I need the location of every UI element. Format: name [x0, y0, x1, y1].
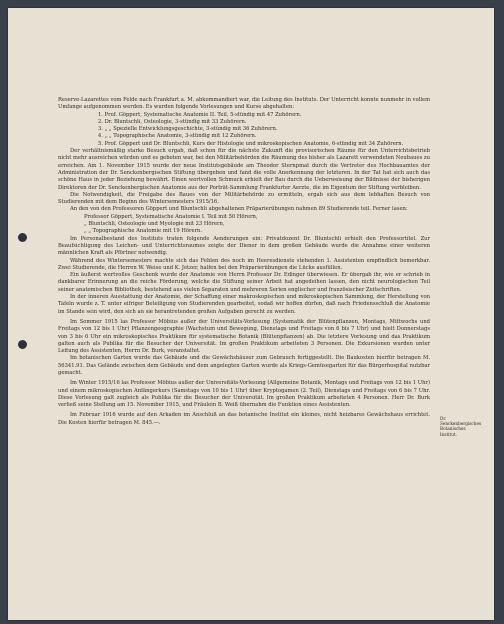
paragraph: Im botanischen Garten wurde das Gebäude und die Gewächshäuser zum Gebrauch fertiggestellt. Die Baukosten hierfür betragen M. 56341.91. Das Gelände zwischen dem Gebäude und dem angelegten Garten wurde als Kriegs-Gemüsegarten für das Bürgerhospital nutzbar gemacht.: [58, 355, 430, 376]
margin-note: Dr. Senckenbergisches Botanisches Institut.: [440, 416, 482, 437]
paragraph: Während des Wintersemesters machte sich das Fehlen des noch im Heeresdienste stehenden 1. Assistenten empfindlich bemerkbar. Zwei Studierende, die Herren W. Weise und K. Jetzer, halfen bei den Präparierübungen die Lücke ausfüllen.: [58, 257, 430, 271]
document-page: [8, 8, 494, 620]
list-item: 5. Prof. Göppert und Dr. Bluntschli, Kurs der Histologie und mikroskopischen Anatomie, 6-stündig mit 34 Zuhörern.: [98, 140, 404, 147]
paragraph: In der inneren Ausstattung der Anatomie, der Schaffung einer makroskopischen und mikroskopischen Sammlung, der Herstellung von Tafeln wurde z. T. unter eifriger Beteiligung von Studierenden gearbeitet, sodaß wir hoffen dürfen, daß nach Friedensschluß die Anatomie im Stande sein wird, den sich an sie herantretenden großen Aufgaben gerecht zu werden.: [58, 294, 430, 315]
list-item: 4. „ „ Topographische Anatomie, 3-stündig mit 12 Zuhörern.: [98, 133, 257, 140]
paragraph: Im Sommer 1915 las Professor Möbius außer der Universitäts-Vorlesung (Systematik der Blütenpflanzen, Montags, Mittwochs und Freitags von 12 bis 1 Uhr) Pflanzengeographie (Wachstum und Bewegung, Dienstags und Freitags von 6 bis 7 Uhr) und hielt Donnerstags von 3 bis 6 Uhr ein mikroskopisches Praktikum für systematische Botanik (Blütenpflanzen) ab. Die letztere Vorlesung und das Praktikum galten auch als Publika für die Besucher der Universität. Im großen Praktikum arbeiteten 3 Personen. Die Exkursionen wurden unter Leitung des Assistenten, Herrn Dr. Burk, veranstaltet.: [58, 318, 430, 355]
list-item: „ „ Topographische Anatomie mit 19 Hörern.: [84, 228, 203, 235]
body-text: [58, 97, 430, 427]
paragraph: An den von den Professoren Göppert und Bluntschli abgehaltenen Präparierübungen nahmen 89 Studierende teil. Ferner lasen:: [70, 206, 408, 213]
course-list: [58, 112, 430, 148]
list-item: 3. „ „ Spezielle Entwicklungsgeschichte, 3-stündig mit 36 Zuhörern.: [98, 126, 278, 133]
lecture-list: [58, 214, 430, 236]
paragraph: Im Februar 1916 wurde auf den Arkaden im Anschluß an das botanische Institut ein kleines, nicht heizbares Gewächshaus errichtet. Die Kosten hierfür betragen M. 845.—.: [58, 412, 430, 426]
paragraph: Die Notwendigkeit, die Freigabe des Baues von der Militärbehörde zu ermitteln, ergab sich aus dem lebhaften Besuch von Studierenden mit dem Beginn des Wintersemesters 1915/16.: [58, 191, 430, 206]
list-item: 2. Dr. Bluntschli, Osteologie, 3-stündig mit 33 Zuhörern.: [98, 118, 247, 125]
punch-hole: [18, 233, 27, 242]
list-item: 1. Prof. Göppert, Systematische Anatomie II. Teil, 5-stündig mit 47 Zuhörern.: [98, 111, 302, 118]
paragraph: Ein äußerst wertvolles Geschenk wurde der Anatomie von Herrn Professor Dr. Edinger überwiesen. Er übergab ihr, wie er schrieb in dankbarer Erinnerung an die reiche Förderung, welche die Stiftung seiner Arbeit hat angedeihen lassen, den nicht neurologischen Teil seiner anatomischen Bibliothek, bestehend aus vielen Separaten und mehreren Serien englischer und französischer Zeitschriften.: [58, 272, 430, 293]
list-item: „ Bluntschli, Osteologie und Myologie mit 23 Hörern,: [84, 221, 225, 228]
punch-hole: [18, 340, 27, 349]
paragraph: Der verhältnismäßig starke Besuch ergab, daß schon für die nächste Zukunft die provisorischen Räume für den Unterrichtsbetrieb nicht mehr ausreichen würden und es geboten war, bei den Militärbehörden die Räumung des bisher als Lazarett verwendeten Neubaues zu erreichen. Am 1. November 1915 wurde der neue Institutsgebäude am Theodor Sternpmat durch die Vertreter des Hochbauamtes der Administration der Dr. Senckenbergischen Stiftung übergeben und fand die volle Anerkennung der letzteren. In der Tat hat sich auch das schöne Haus in jeder Beziehung bewährt. Einen wertvollen Schmuck erhielt der Bau durch die Ueberweisung der Bildnisse der bisherigen Direktoren der Dr. Senckenbergischen Anatomie aus der Porträt-Sammlung Frankfurter Aerzte, die im Eigentum der Stiftung verbleiben.: [58, 148, 430, 191]
paragraph: Reserve-Lazarettes vom Felde nach Frankfurt a. M. abkommandiert war, die Leitung des Instituts. Der Unterricht konnte nunmehr in vollem Umfange aufgenommen werden. Es wurden folgende Vorlesungen und Kurse abgehalten:: [58, 97, 430, 111]
paragraph: Im Personalbestand des Instituts traten folgende Aenderungen ein: Privatdozent Dr. Bluntschli erhielt den Professortitel. Zur Beaufsichtigung des Leichen- und Unterrichtsraumes zeigte der Diener in dem großen Gebäude wurde die Annahme einer weiteren männlichen Kraft als Pförtner notwendig.: [58, 235, 430, 257]
paragraph: Im Winter 1915/16 las Professor Möbius außer der Universitäts-Vorlesung (Allgemeine Botanik, Montags und Freitags von 12 bis 1 Uhr) und einem mikroskopischen Anfängerkurs (Samstags von 10 bis 1 Uhr) über Kryptogamen (2. Teil), Dienstags und Freitags von 6 bis 7 Uhr. Diese Vorlesung galt zugleich als Publika für die Besucher der Universität. Im großen Praktikum arbeiteten 4 Personen. Herr Dr. Burk verließ seine Stellung am 15. November 1915, und Fräulein B. Weiß übernahm die Funktion eines Assistenten.: [58, 380, 430, 409]
list-item: Professor Göppert, Systematische Anatomie I. Teil mit 50 Hörern,: [84, 213, 258, 220]
